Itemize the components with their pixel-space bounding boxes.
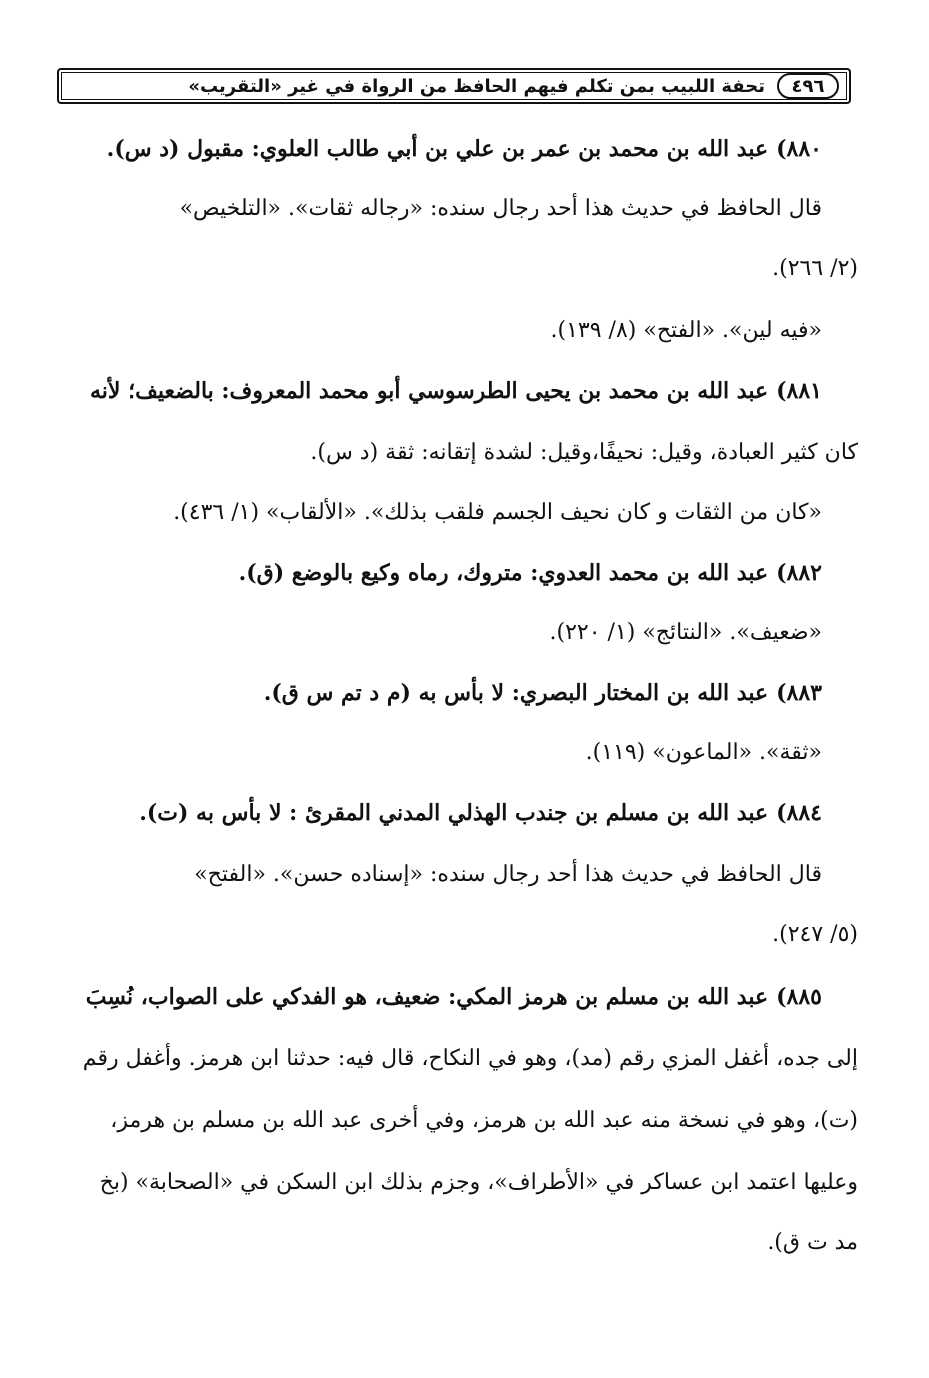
- page-number: ٤٩٦: [777, 73, 839, 99]
- note-text: قال الحافظ في حديث هذا أحد رجال سنده: «إسناده حسن». «الفتح»: [194, 862, 822, 887]
- entry-number: ٨٨٠): [776, 136, 822, 162]
- entry-text: عبد الله بن محمد العدوي: متروك، رماه وكيع بالوضع (ق).: [238, 560, 769, 586]
- note-line: [50, 196, 858, 221]
- note-line: [50, 862, 858, 887]
- note-text: «ضعيف». «النتائج» (١/ ٢٢٠).: [549, 620, 822, 645]
- entry-text: عبد الله بن محمد بن يحيى الطرسوسي أبو محمد المعروف: بالضعيف؛ لأنه: [90, 378, 769, 404]
- entry-text: عبد الله بن المختار البصري: لا بأس به (م د تم س ق).: [263, 680, 769, 706]
- narrator-entry-continuation: [50, 440, 858, 465]
- narrator-entry-line: [50, 560, 858, 586]
- note-line: [50, 740, 858, 765]
- entry-number: ٨٨٣): [776, 680, 822, 706]
- entry-text: إلى جده، أغفل المزي رقم (مد)، وهو في النكاح، قال فيه: حدثنا ابن هرمز. وأغفل رقم: [82, 1046, 858, 1071]
- narrator-entry-line: [50, 680, 858, 706]
- entry-number: ٨٨٥): [776, 984, 822, 1010]
- entry-number: ٨٨١): [776, 378, 822, 404]
- note-text: «كان من الثقات و كان نحيف الجسم فلقب بذلك». «الألقاب» (١/ ٤٣٦).: [173, 500, 822, 525]
- narrator-entry-line: [50, 800, 858, 826]
- note-line: [50, 500, 858, 525]
- note-text: (٢/ ٢٦٦).: [772, 256, 858, 281]
- narrator-entry-continuation: [50, 1230, 858, 1255]
- entry-text: عبد الله بن مسلم بن هرمز المكي: ضعيف، هو الفدكي على الصواب، نُسِبَ: [85, 984, 769, 1010]
- narrator-entry-continuation: [50, 1046, 858, 1071]
- entry-text: مد ت ق).: [767, 1230, 858, 1255]
- entry-text: عبد الله بن محمد بن عمر بن علي بن أبي طالب العلوي: مقبول (د س).: [106, 136, 769, 162]
- note-text: «ثقة». «الماعون» (١١٩).: [585, 740, 822, 765]
- narrator-entry-line: [50, 136, 858, 162]
- narrator-entry-continuation: [50, 1170, 858, 1195]
- note-text: (٥/ ٢٤٧).: [772, 922, 858, 947]
- note-text: قال الحافظ في حديث هذا أحد رجال سنده: «رجاله ثقات». «التلخيص»: [179, 196, 822, 221]
- entry-number: ٨٨٢): [776, 560, 822, 586]
- note-line: [50, 318, 858, 343]
- entry-text: (ت)، وهو في نسخة منه عبد الله بن هرمز، وفي أخرى عبد الله بن مسلم بن هرمز،: [110, 1108, 858, 1133]
- entry-text: وعليها اعتمد ابن عساكر في «الأطراف»، وجزم بذلك ابن السكن في «الصحابة» (بخ: [99, 1170, 858, 1195]
- note-line: [50, 256, 858, 281]
- narrator-entry-line: [50, 984, 858, 1010]
- running-title: تحفة اللبيب بمن تكلم فيهم الحافظ من الرواة في غير «التقريب»: [188, 75, 765, 97]
- entry-number: ٨٨٤): [776, 800, 822, 826]
- narrator-entry-line: [50, 378, 858, 404]
- entry-text: كان كثير العبادة، وقيل: نحيفًا،وقيل: لشدة إتقانه: ثقة (د س).: [310, 440, 858, 465]
- note-text: «فيه لين». «الفتح» (٨/ ١٣٩).: [550, 318, 822, 343]
- page-header: [57, 68, 851, 104]
- narrator-entry-continuation: [50, 1108, 858, 1133]
- note-line: [50, 922, 858, 947]
- entry-text: عبد الله بن مسلم بن جندب الهذلي المدني المقرئ : لا بأس به (ت).: [139, 800, 769, 826]
- note-line: [50, 620, 858, 645]
